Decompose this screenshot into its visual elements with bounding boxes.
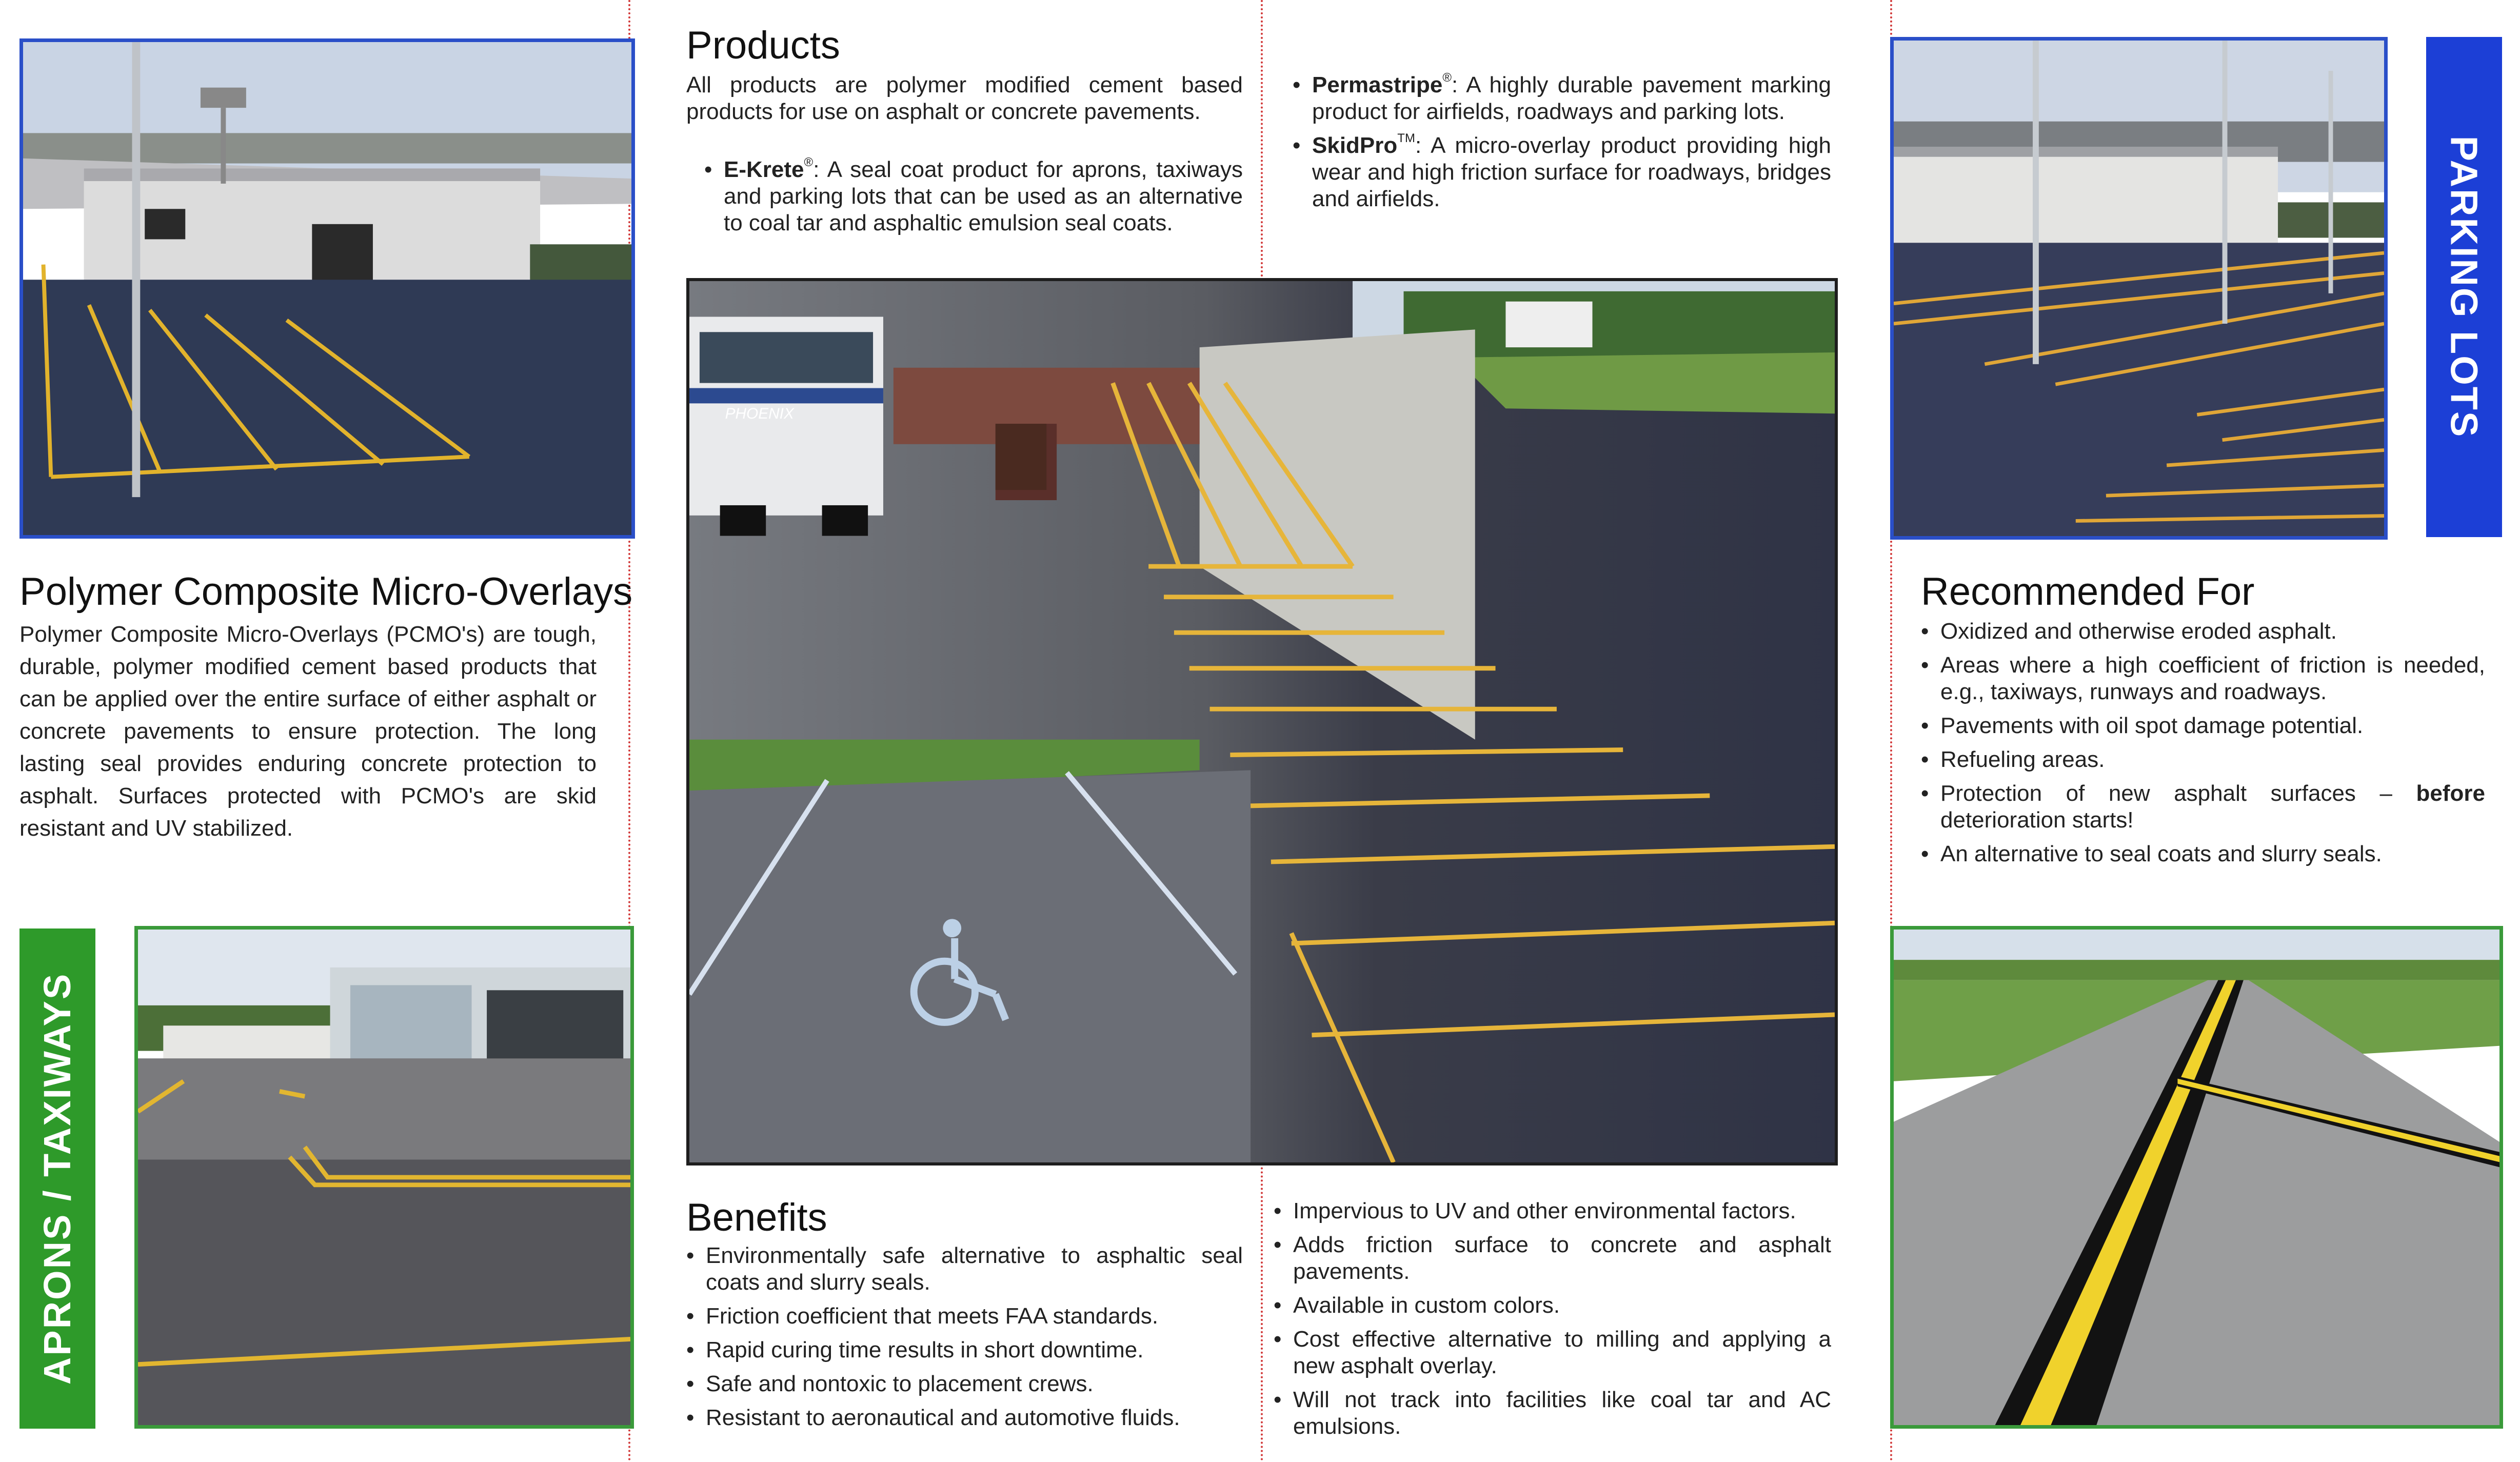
- benefits-title: Benefits: [686, 1196, 827, 1239]
- pcmo-title: Polymer Composite Micro-Overlays: [19, 570, 633, 614]
- ekrete-name: E-Krete: [724, 157, 804, 182]
- products-list-left: [704, 156, 1243, 236]
- recommended-item: • Oxidized and otherwise eroded asphalt.: [1921, 618, 2485, 645]
- pcmo-body: Polymer Composite Micro-Overlays (PCMO's) are tough, durable, polymer modified cement based products that can be applied over the entire surface of either asphalt or concrete pavements to ensure protection. The long lasting seal provides enduring concrete protection to asphalt. Surfaces protected with PCMO's are skid resistant and UV stabilized.: [19, 622, 597, 841]
- skidpro-desc: : A micro-overlay product providing high wear and high friction surface for roadways, bridges and airfields.: [1312, 133, 1831, 211]
- benefit-item: • Rapid curing time results in short downtime.: [686, 1337, 1243, 1364]
- recommended-list: [1921, 618, 2485, 875]
- products-title: Products: [686, 24, 840, 67]
- aprons-taxiways-label: APRONS / TAXIWAYS: [36, 972, 79, 1385]
- protection-bold: before: [2416, 781, 2485, 806]
- benefit-item: • Will not track into facilities like coal tar and AC emulsions.: [1274, 1387, 1831, 1440]
- bus-sign-text: PHOENIX: [725, 405, 794, 423]
- benefit-item: • Safe and nontoxic to placement crews.: [686, 1371, 1243, 1397]
- parking-lot-photo-right: [1890, 37, 2388, 540]
- recommended-title: Recommended For: [1921, 570, 2255, 614]
- ekrete-desc: : A seal coat product for aprons, taxiways and parking lots that can be used as an alternative to coal tar and asphaltic emulsion seal coats.: [724, 157, 1243, 235]
- skidpro-mark: TM: [1397, 131, 1415, 145]
- aprons-taxiways-tab: [19, 928, 95, 1429]
- product-ekrete: [704, 156, 1243, 236]
- ekrete-mark: ®: [804, 155, 813, 169]
- benefit-item: • Impervious to UV and other environmental factors.: [1274, 1198, 1831, 1224]
- product-skidpro: [1293, 132, 1831, 212]
- permastripe-name: Permastripe: [1312, 72, 1443, 97]
- benefit-item: • Available in custom colors.: [1274, 1292, 1831, 1319]
- permastripe-desc: : A highly durable pavement marking product for airfields, roadways and parking lots.: [1312, 72, 1831, 124]
- permastripe-mark: ®: [1442, 71, 1452, 85]
- benefit-item: • Friction coefficient that meets FAA standards.: [686, 1303, 1243, 1330]
- taxiway-photo: [1890, 926, 2503, 1429]
- recommended-item-protection: [1921, 780, 2485, 834]
- benefits-list-right: [1274, 1198, 1831, 1447]
- benefit-item: • Resistant to aeronautical and automotive fluids.: [686, 1405, 1243, 1431]
- protection-pre: Protection of new asphalt surfaces –: [1940, 781, 2416, 806]
- products-intro: All products are polymer modified cement based products for use on asphalt or concrete pavements.: [686, 72, 1243, 124]
- apron-photo: [134, 926, 634, 1429]
- recommended-item: • Areas where a high coefficient of friction is needed, e.g., taxiways, runways and roadways.: [1921, 652, 2485, 705]
- benefit-item: • Environmentally safe alternative to asphaltic seal coats and slurry seals.: [686, 1242, 1243, 1296]
- benefit-item: • Cost effective alternative to milling and applying a new asphalt overlay.: [1274, 1326, 1831, 1379]
- protection-post: deterioration starts!: [1940, 807, 2134, 833]
- products-list-right: [1293, 72, 1831, 212]
- product-permastripe: [1293, 72, 1831, 125]
- benefits-list-left: [686, 1242, 1243, 1438]
- parking-lots-label: PARKING LOTS: [2443, 135, 2486, 439]
- recommended-item: • Refueling areas.: [1921, 746, 2485, 773]
- parking-lots-tab: [2426, 37, 2502, 537]
- recommended-item: • Pavements with oil spot damage potential.: [1921, 713, 2485, 739]
- benefit-item: • Adds friction surface to concrete and asphalt pavements.: [1274, 1232, 1831, 1285]
- recommended-item: • An alternative to seal coats and slurry seals.: [1921, 841, 2485, 867]
- center-composite-photo: [686, 278, 1838, 1165]
- parking-lot-photo: [19, 38, 635, 539]
- skidpro-name: SkidPro: [1312, 133, 1398, 158]
